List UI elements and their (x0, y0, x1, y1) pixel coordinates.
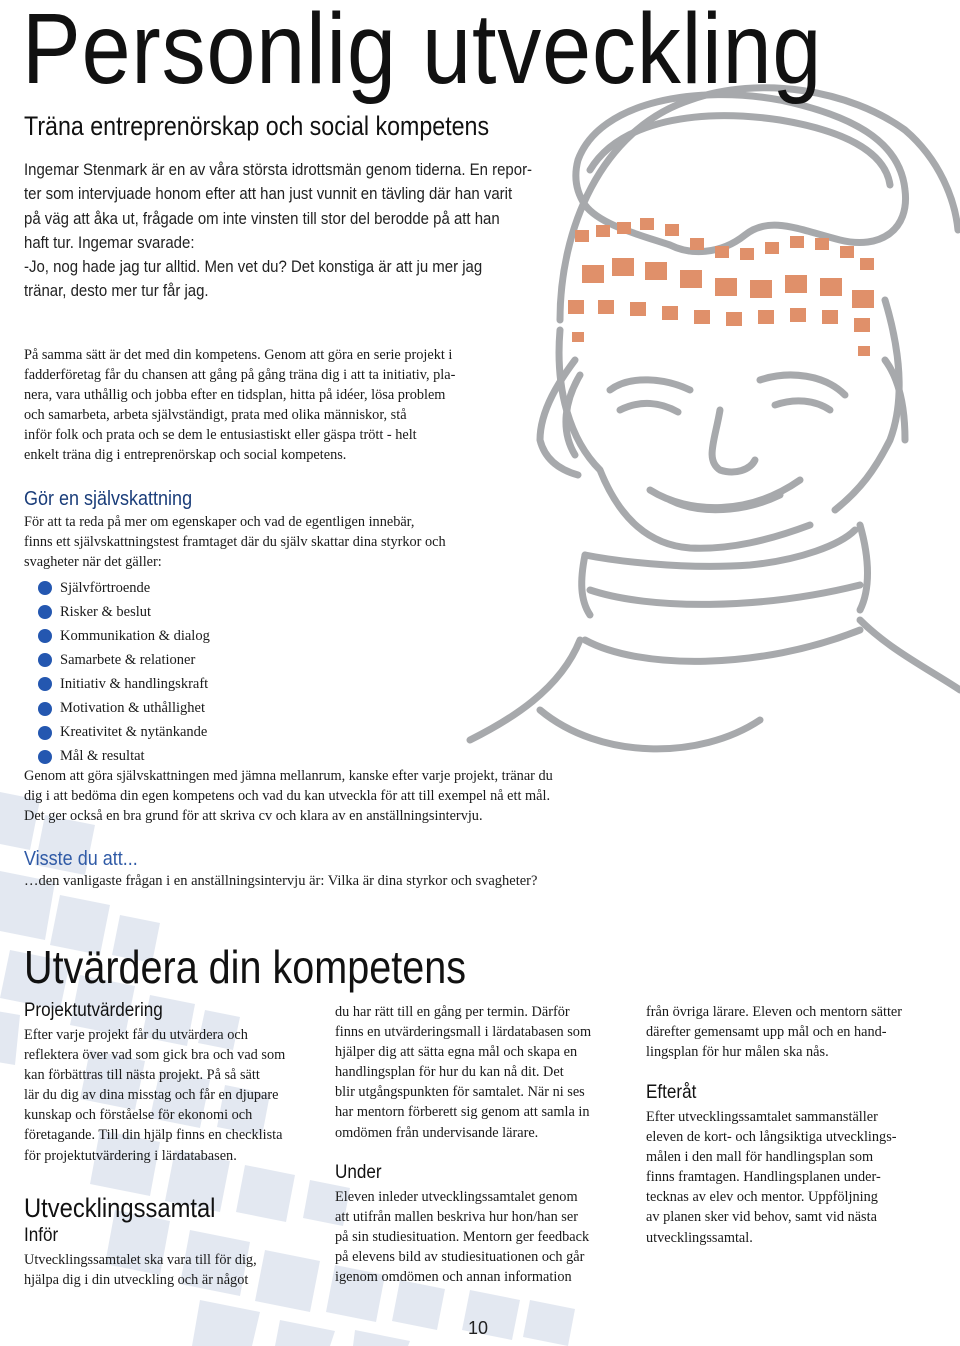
project-evaluation-text (24, 1025, 324, 1166)
intro-paragraph (24, 158, 570, 304)
paragraph-line: nera, vara uthållig och jobba efter en tidsplan, hitta på idéer, lösa problem (24, 387, 446, 404)
paragraph-line: Genom att göra självskattningen med jämna mellanrum, kanske efter varje projekt, tränar du (24, 768, 553, 784)
paragraph-line: tecknas av elev och mentor. Uppföljning (646, 1189, 878, 1206)
did-you-know-heading: Visste du att... (24, 848, 138, 870)
intro-line: haft tur. Ingemar svarade: (24, 232, 195, 252)
bullet-icon (38, 605, 52, 619)
bullet-icon (38, 677, 52, 691)
list-item (38, 721, 210, 745)
self-assessment-heading: Gör en självskattning (24, 488, 193, 510)
bullet-icon (38, 726, 52, 740)
self-assessment-intro (24, 512, 524, 572)
paragraph-line: att utifrån mallen beskriva hur hon/han ser (335, 1209, 578, 1226)
after-heading: Efteråt (646, 1082, 697, 1103)
before-text (24, 1250, 324, 1290)
paragraph-line: finns ett självskattningstest framtaget där du själv skattar dina styrkor och (24, 534, 446, 551)
paragraph-line: på sin studiesituation. Mentorn ger feedback (335, 1229, 590, 1246)
paragraph-line: För att ta reda på mer om egenskaper och vad de egentligen innebär, (24, 514, 415, 530)
paragraph-line: blir utgångspunkten för samtalet. När ni ses (335, 1084, 585, 1101)
paragraph-line: finns en utvärderingsmall i lärdatabasen som (335, 1024, 592, 1041)
list-item-label: Initiativ & handlingskraft (60, 675, 209, 692)
paragraph-line: kan förbättras till nästa projekt. På så sätt (24, 1067, 260, 1084)
paragraph-line: från övriga lärare. Eleven och mentorn sätter (646, 1004, 903, 1020)
during-heading: Under (335, 1162, 382, 1183)
paragraph-line: du har rätt till en gång per termin. Därför (335, 1004, 570, 1020)
paragraph-line: finns framtagen. Handlingsplanen under- (646, 1169, 881, 1186)
after-text (646, 1107, 946, 1248)
paragraph-line: på elevens bild av studiesituationen och går (335, 1249, 585, 1266)
paragraph-line: kunskap och förståelse för ekonomi och (24, 1107, 253, 1124)
paragraph-line: Det ger också en bra grund för att skriva cv och klara av en anställningsintervju. (24, 808, 483, 825)
paragraph-line: På samma sätt är det med din kompetens. Genom att göra en serie projekt i (24, 347, 453, 363)
bullet-icon (38, 581, 52, 595)
self-assessment-list (38, 576, 210, 769)
paragraph-line: inför folk och prata och se dem le entusiastiskt eller gäspa trött - helt (24, 427, 417, 444)
page-number: 10 (468, 1318, 489, 1338)
intro-line: Ingemar Stenmark är en av våra största idrottsmän genom tiderna. En repor- (24, 160, 533, 179)
page-title: Personlig utveckling (22, 0, 823, 105)
bullet-icon (38, 629, 52, 643)
self-assessment-outro (24, 766, 634, 826)
bullet-icon (38, 702, 52, 716)
paragraph-line: Utvecklingssamtalet ska vara till för dig, (24, 1252, 257, 1268)
paragraph-line: därefter gemensamt upp mål och en hand- (646, 1024, 887, 1041)
during-text-continued (646, 1002, 946, 1062)
paragraph-line: företagande. Till din hjälp finns en checklista (24, 1127, 283, 1144)
paragraph-line: svagheter när det gäller: (24, 554, 162, 571)
paragraph-line: fadderföretag får du chansen att gång på gång träna dig i att ta initiativ, pla- (24, 367, 456, 384)
paragraph-line: för projektutvärdering i lärdatabasen. (24, 1147, 237, 1164)
paragraph-line: hjälpa dig i din utveckling och är något (24, 1272, 249, 1289)
list-item (38, 696, 210, 720)
paragraph-line: Efter utvecklingssamtalet sammanställer (646, 1109, 878, 1125)
list-item-label: Motivation & uthållighet (60, 700, 205, 717)
paragraph-line: utvecklingssamtal. (646, 1229, 753, 1246)
development-talk-heading: Utvecklingssamtal (24, 1193, 216, 1223)
paragraph-line: enkelt träna dig i entreprenörskap och social kompetens. (24, 447, 347, 464)
list-item-label: Självförtroende (60, 579, 151, 596)
intro-line: ter som intervjuade honom efter att han just vunnit en tävling där han varit (24, 184, 513, 204)
list-item-label: Mål & resultat (60, 748, 145, 765)
did-you-know-text: …den vanligaste frågan i en anställningsintervju är: Vilka är dina styrkor och svagheter? (24, 873, 538, 889)
bullet-icon (38, 750, 52, 764)
paragraph-line: och samarbeta, arbeta självständigt, prata med olika människor, stå (24, 407, 407, 424)
list-item-label: Kommunikation & dialog (60, 627, 210, 644)
paragraph-line: handlingsplan för hur du kan nå dit. Det (335, 1064, 564, 1081)
paragraph-line: lingsplan för hur målen ska nås. (646, 1044, 829, 1061)
paragraph-line: Eleven inleder utvecklingssamtalet genom (335, 1189, 578, 1205)
during-text (335, 1187, 635, 1287)
paragraph-line: dig i att bedöma din egen kompetens och vad du kan utveckla för att till exempel nå ett mål. (24, 788, 551, 805)
list-item (38, 648, 210, 672)
list-item (38, 624, 210, 648)
paragraph-line: reflektera över vad som gick bra och vad som (24, 1047, 286, 1064)
paragraph-line: omdömen från undervisande lärare. (335, 1124, 539, 1141)
paragraph-line: hjälper dig att sätta egna mål och skapa en (335, 1044, 578, 1061)
before-heading: Inför (24, 1225, 59, 1246)
intro-line: -Jo, nog hade jag tur alltid. Men vet du? Det konstiga är att ju mer jag (24, 257, 483, 277)
before-text-continued (335, 1002, 635, 1143)
section-title: Utvärdera din kompetens (24, 941, 466, 993)
list-item (38, 672, 210, 696)
intro-line: på väg att åka ut, frågade om inte vinsten till stor del berodde på att han (24, 208, 500, 228)
paragraph-line: av planen sker vid behov, samt vid nästa (646, 1209, 877, 1226)
list-item (38, 600, 210, 624)
paragraph-line: målen i den mall för handlingsplan som (646, 1149, 874, 1166)
paragraph-line: lär du dig av dina misstag och får en djupare (24, 1087, 279, 1104)
page-subtitle: Träna entreprenörskap och social kompetens (24, 111, 490, 141)
bullet-icon (38, 653, 52, 667)
paragraph-line: igenom omdömen och annan information (335, 1269, 572, 1286)
list-item (38, 576, 210, 600)
list-item-label: Samarbete & relationer (60, 651, 196, 668)
competence-paragraph (24, 345, 524, 466)
list-item-label: Kreativitet & nytänkande (60, 724, 208, 741)
project-evaluation-heading: Projektutvärdering (24, 1000, 163, 1021)
paragraph-line: har mentorn förberett sig genom att samla in (335, 1104, 590, 1121)
intro-line: tränar, desto mer tur får jag. (24, 281, 209, 301)
paragraph-line: Efter varje projekt får du utvärdera och (24, 1027, 248, 1043)
paragraph-line: eleven de kort- och långsiktiga utvecklings- (646, 1129, 897, 1146)
list-item-label: Risker & beslut (60, 603, 152, 620)
